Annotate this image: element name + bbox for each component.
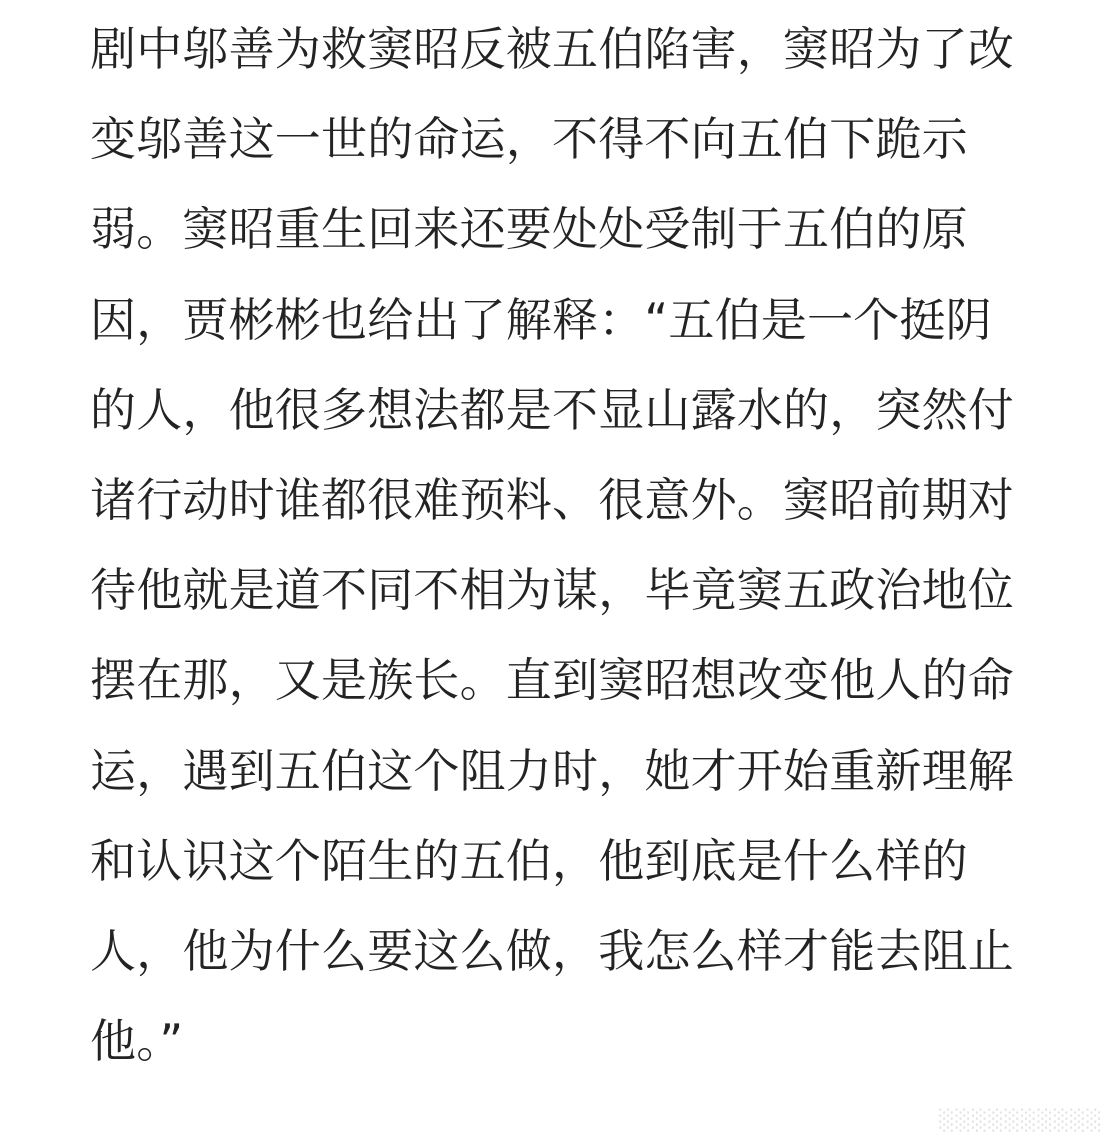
text-line-7: 待他就是道不同不相为谋，毕竟窦五政治地位: [90, 563, 1014, 618]
text-line-2: 变邬善这一世的命运，不得不向五伯下跪示: [90, 112, 968, 167]
text-line-9: 运，遇到五伯这个阻力时，她才开始重新理解: [90, 743, 1014, 798]
text-line-10: 和认识这个陌生的五伯，他到底是什么样的: [90, 833, 968, 888]
text-line-4: 因，贾彬彬也给出了解释：“五伯是一个挺阴: [90, 292, 992, 347]
text-line-8: 摆在那，又是族长。直到窦昭想改变他人的命: [90, 653, 1014, 708]
article-body: [90, 22, 1040, 1104]
text-line-6: 诸行动时谁都很难预料、很意外。窦昭前期对: [90, 472, 1014, 527]
watermark: ░░░░░░░░░░: [939, 1108, 1103, 1132]
text-line-12: 他。”: [90, 1014, 184, 1069]
text-line-3: 弱。窦昭重生回来还要处处受制于五伯的原: [90, 202, 968, 257]
text-line-5: 的人，他很多想法都是不显山露水的，突然付: [90, 382, 1014, 437]
text-line-1: 剧中邬善为救窦昭反被五伯陷害，窦昭为了改: [90, 22, 1014, 76]
text-line-11: 人，他为什么要这么做，我怎么样才能去阻止: [90, 923, 1014, 978]
